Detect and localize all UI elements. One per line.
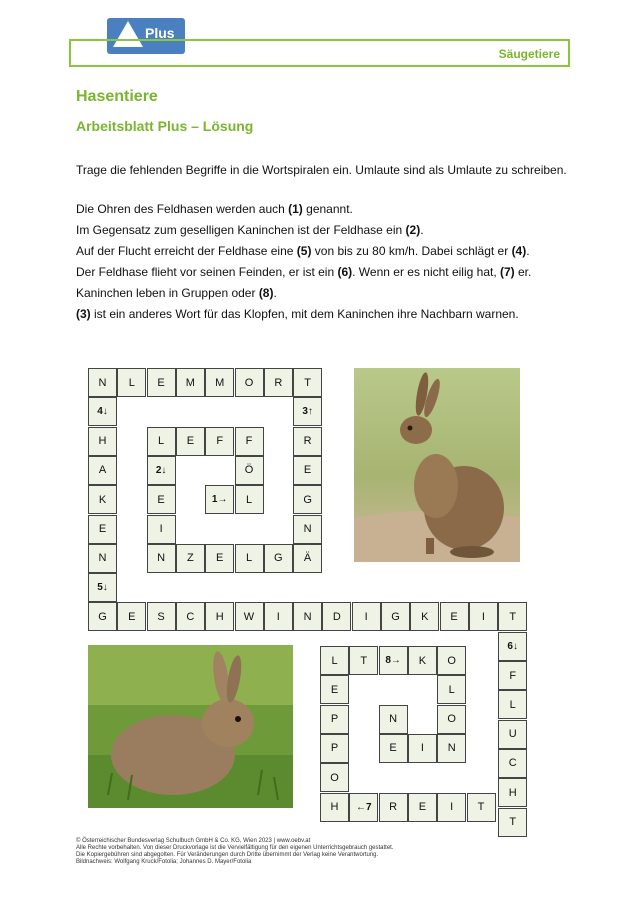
puzzle-cell[interactable]: P	[320, 734, 349, 763]
puzzle-cell[interactable]: N	[293, 515, 322, 544]
puzzle-cell[interactable]: 2↓	[147, 456, 176, 485]
puzzle-cell[interactable]: R	[264, 368, 293, 397]
puzzle-cell[interactable]: Z	[176, 544, 205, 573]
sentence-text: Der Feldhase flieht vor seinen Feinden, er ist ein	[76, 265, 338, 279]
puzzle-cell[interactable]: T	[498, 602, 527, 631]
puzzle-cell[interactable]: A	[88, 456, 117, 485]
sentence-line	[76, 244, 530, 258]
puzzle-cell[interactable]: K	[408, 646, 437, 675]
puzzle-cell[interactable]: 6↓	[498, 632, 527, 661]
puzzle-cell[interactable]: Ä	[293, 544, 322, 573]
sentence-line	[76, 286, 277, 300]
puzzle-cell[interactable]: 1→	[205, 485, 234, 514]
puzzle-cell[interactable]: L	[235, 485, 264, 514]
puzzle-cell[interactable]: I	[147, 515, 176, 544]
puzzle-cell[interactable]: T	[467, 793, 496, 822]
header-bar	[69, 39, 570, 67]
puzzle-cell[interactable]: E	[117, 602, 146, 631]
puzzle-cell[interactable]: O	[320, 763, 349, 792]
footer-line: Die Kopiergebühren sind abgegolten. Für Veränderungen durch Dritte übernimmt der Verlag keine Verantwortung.	[76, 852, 379, 858]
sentence-line	[76, 307, 519, 321]
sentence-line	[76, 223, 424, 237]
puzzle-cell[interactable]: M	[176, 368, 205, 397]
puzzle-cell[interactable]: I	[437, 793, 466, 822]
puzzle-cell[interactable]: Ö	[235, 456, 264, 485]
puzzle-cell[interactable]: E	[176, 427, 205, 456]
puzzle-cell[interactable]: ←7	[349, 793, 378, 822]
puzzle-cell[interactable]: I	[469, 602, 498, 631]
puzzle-cell[interactable]: F	[235, 427, 264, 456]
puzzle-cell[interactable]: N	[379, 705, 408, 734]
sentence-line	[76, 265, 531, 279]
puzzle-cell[interactable]: H	[205, 602, 234, 631]
puzzle-cell[interactable]: D	[322, 602, 351, 631]
instruction-text: Trage die fehlenden Begriffe in die Wortspiralen ein. Umlaute sind als Umlaute zu schreiben.	[76, 163, 567, 177]
puzzle-cell[interactable]: I	[408, 734, 437, 763]
sentence-text: Kaninchen leben in Gruppen oder	[76, 286, 259, 300]
sentence-text: genannt.	[302, 202, 353, 216]
puzzle-cell[interactable]: N	[437, 734, 466, 763]
sentence-text: . Wenn er es nicht eilig hat,	[352, 265, 500, 279]
puzzle-cell[interactable]: G	[293, 485, 322, 514]
sentence-text: .	[273, 286, 277, 300]
puzzle-cell[interactable]: 8→	[379, 646, 408, 675]
sentence-text: .	[526, 244, 530, 258]
sentence-text: Im Gegensatz zum geselligen Kaninchen ist der Feldhase ein	[76, 223, 406, 237]
puzzle-cell[interactable]: N	[88, 544, 117, 573]
blank-marker: (1)	[288, 202, 303, 216]
puzzle-cell[interactable]: W	[235, 602, 264, 631]
puzzle-cell[interactable]: L	[437, 675, 466, 704]
puzzle-cell[interactable]: E	[320, 675, 349, 704]
puzzle-cell[interactable]: C	[498, 749, 527, 778]
puzzle-cell[interactable]: E	[408, 793, 437, 822]
puzzle-cell[interactable]: N	[88, 368, 117, 397]
puzzle-cell[interactable]: L	[235, 544, 264, 573]
puzzle-cell[interactable]: R	[293, 427, 322, 456]
puzzle-cell[interactable]: F	[498, 661, 527, 690]
puzzle-cell[interactable]: E	[440, 602, 469, 631]
puzzle-cell[interactable]: R	[379, 793, 408, 822]
puzzle-cell[interactable]: L	[320, 646, 349, 675]
sentence-text: Die Ohren des Feldhasen werden auch	[76, 202, 289, 216]
footer	[76, 838, 394, 866]
puzzle-cell[interactable]: F	[205, 427, 234, 456]
puzzle-cell[interactable]: 4↓	[88, 397, 117, 426]
puzzle-cell[interactable]: L	[117, 368, 146, 397]
page-subtitle: Arbeitsblatt Plus – Lösung	[76, 118, 254, 134]
puzzle-cell[interactable]: E	[293, 456, 322, 485]
puzzle-cell[interactable]: P	[320, 705, 349, 734]
puzzle-cell[interactable]: 3↑	[293, 397, 322, 426]
puzzle-cell[interactable]: E	[147, 368, 176, 397]
rabbit-photo	[88, 645, 293, 808]
blank-marker: (7)	[500, 265, 515, 279]
puzzle-cell[interactable]: T	[349, 646, 378, 675]
puzzle-cell[interactable]: M	[205, 368, 234, 397]
footer-line: © Österreichischer Bundesverlag Schulbuch GmbH & Co. KG, Wien 2023 | www.oebv.at	[76, 838, 311, 844]
puzzle-cell[interactable]: N	[147, 544, 176, 573]
sentence-text: .	[420, 223, 424, 237]
puzzle-cell[interactable]: I	[264, 602, 293, 631]
sentence-text: von bis zu 80 km/h. Dabei schlägt er	[311, 244, 512, 258]
puzzle-cell[interactable]: E	[88, 515, 117, 544]
sentence-text: er.	[514, 265, 532, 279]
puzzle-cell[interactable]: N	[293, 602, 322, 631]
puzzle-cell[interactable]: G	[264, 544, 293, 573]
footer-line: Alle Rechte vorbehalten. Von dieser Druckvorlage ist die Vervielfältigung für den eigenen Unterrichtsgebrauch gestattet.	[76, 845, 394, 851]
blank-marker: (8)	[258, 286, 274, 300]
blank-marker: (2)	[405, 223, 421, 237]
puzzle-cell[interactable]: C	[176, 602, 205, 631]
puzzle-cell[interactable]: H	[320, 793, 349, 822]
puzzle-cell[interactable]: G	[88, 602, 117, 631]
puzzle-cell[interactable]: L	[147, 427, 176, 456]
puzzle-cell[interactable]: E	[205, 544, 234, 573]
puzzle-cell[interactable]: K	[88, 485, 117, 514]
sentence-text: ist ein anderes Wort für das Klopfen, mit dem Kaninchen ihre Nachbarn warnen.	[90, 307, 519, 321]
puzzle-cell[interactable]: L	[498, 690, 527, 719]
blank-marker: (5)	[296, 244, 312, 258]
puzzle-cell[interactable]: U	[498, 720, 527, 749]
puzzle-cell[interactable]: G	[381, 602, 410, 631]
puzzle-cell[interactable]: H	[88, 427, 117, 456]
puzzle-cell[interactable]: H	[498, 778, 527, 807]
puzzle-cell[interactable]: O	[437, 646, 466, 675]
hare-photo	[354, 368, 520, 562]
puzzle-cell[interactable]: T	[498, 808, 527, 837]
logo-text: Plus	[145, 25, 175, 41]
puzzle-cell[interactable]: I	[352, 602, 381, 631]
puzzle-cell[interactable]: S	[147, 602, 176, 631]
puzzle-cell[interactable]: K	[410, 602, 439, 631]
sentence-line	[76, 202, 353, 216]
puzzle-cell[interactable]: T	[293, 368, 322, 397]
footer-line: Bildnachweis: Wolfgang Kruck/Fotolia; Johannes D. Mayer/Fotolia	[76, 859, 252, 865]
blank-marker: (6)	[337, 265, 353, 279]
sentence-text: Auf der Flucht erreicht der Feldhase eine	[76, 244, 297, 258]
page-title: Hasentiere	[76, 88, 158, 105]
blank-marker: (4)	[511, 244, 527, 258]
puzzle-cell[interactable]: E	[379, 734, 408, 763]
puzzle-cell[interactable]: O	[235, 368, 264, 397]
puzzle-cell[interactable]: 5↓	[88, 573, 117, 602]
puzzle-cell[interactable]: E	[147, 485, 176, 514]
puzzle-cell[interactable]: O	[437, 705, 466, 734]
blank-marker: (3)	[76, 307, 91, 321]
subject-label: Säugetiere	[498, 47, 560, 61]
